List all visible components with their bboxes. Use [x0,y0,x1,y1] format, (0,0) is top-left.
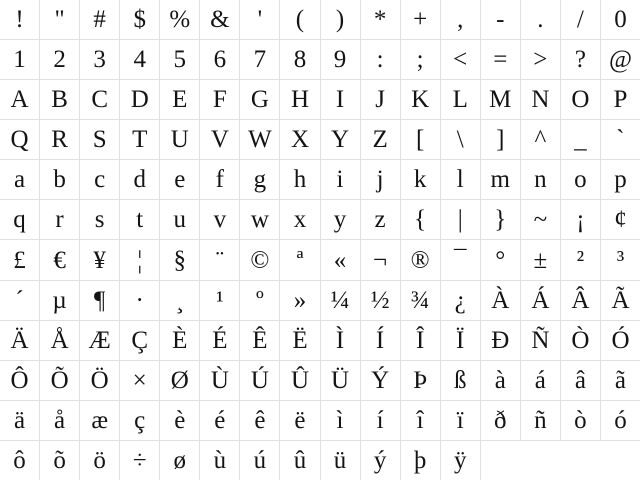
glyph-cell[interactable]: ã [601,361,640,400]
glyph-cell[interactable]: ¹ [200,281,239,320]
glyph-cell[interactable]: À [481,281,520,320]
glyph-cell[interactable]: Î [401,321,440,360]
glyph-cell[interactable]: è [160,401,199,440]
glyph-cell[interactable]: , [441,0,480,39]
glyph-cell[interactable]: Z [361,120,400,159]
glyph-cell[interactable]: n [521,160,560,199]
glyph-cell[interactable]: ´ [0,281,39,320]
glyph-cell[interactable]: á [521,361,560,400]
glyph-cell[interactable]: K [401,80,440,119]
glyph-cell[interactable]: Ò [561,321,600,360]
glyph-cell[interactable]: ù [200,441,239,480]
glyph-cell[interactable]: s [80,200,119,239]
glyph-cell[interactable]: V [200,120,239,159]
glyph-cell[interactable]: â [561,361,600,400]
glyph-cell[interactable]: m [481,160,520,199]
glyph-cell[interactable]: à [481,361,520,400]
glyph-cell[interactable]: Â [561,281,600,320]
glyph-cell[interactable]: a [0,160,39,199]
glyph-cell[interactable]: A [0,80,39,119]
glyph-cell[interactable]: É [200,321,239,360]
glyph-cell[interactable]: 6 [200,40,239,79]
glyph-cell[interactable]: º [240,281,279,320]
glyph-cell[interactable]: õ [40,441,79,480]
glyph-cell[interactable]: D [120,80,159,119]
glyph-cell[interactable]: % [160,0,199,39]
glyph-cell[interactable]: E [160,80,199,119]
glyph-cell[interactable]: U [160,120,199,159]
glyph-cell[interactable]: ô [0,441,39,480]
glyph-cell[interactable]: O [561,80,600,119]
glyph-cell[interactable]: . [521,0,560,39]
glyph-cell[interactable]: T [120,120,159,159]
glyph-cell[interactable]: ¿ [441,281,480,320]
glyph-cell[interactable]: Ï [441,321,480,360]
glyph-cell[interactable]: ò [561,401,600,440]
glyph-cell[interactable]: Ñ [521,321,560,360]
glyph-cell[interactable]: 3 [80,40,119,79]
glyph-cell[interactable]: I [321,80,360,119]
glyph-cell[interactable]: B [40,80,79,119]
glyph-cell[interactable]: é [200,401,239,440]
glyph-cell[interactable]: g [240,160,279,199]
glyph-cell[interactable]: Ð [481,321,520,360]
glyph-cell[interactable]: ¢ [601,200,640,239]
glyph-cell[interactable]: L [441,80,480,119]
glyph-cell[interactable]: = [481,40,520,79]
glyph-cell[interactable]: « [321,240,360,279]
glyph-cell[interactable]: ~ [521,200,560,239]
glyph-cell[interactable]: P [601,80,640,119]
glyph-cell[interactable]: Ë [280,321,319,360]
glyph-cell[interactable]: b [40,160,79,199]
glyph-cell[interactable]: Q [0,120,39,159]
glyph-cell[interactable]: y [321,200,360,239]
glyph-cell[interactable]: Ú [240,361,279,400]
glyph-cell[interactable]: } [481,200,520,239]
glyph-cell[interactable]: î [401,401,440,440]
glyph-cell[interactable]: N [521,80,560,119]
glyph-cell[interactable]: * [361,0,400,39]
glyph-cell[interactable]: Ü [321,361,360,400]
glyph-cell[interactable]: ì [321,401,360,440]
glyph-cell[interactable]: ï [441,401,480,440]
empty-cells-region [481,441,640,480]
glyph-cell[interactable]: ` [601,120,640,159]
glyph-cell[interactable]: & [200,0,239,39]
glyph-cell[interactable]: ö [80,441,119,480]
glyph-cell[interactable]: h [280,160,319,199]
glyph-cell[interactable]: ó [601,401,640,440]
glyph-cell[interactable]: 7 [240,40,279,79]
glyph-cell[interactable]: ' [240,0,279,39]
glyph-cell[interactable]: C [80,80,119,119]
glyph-cell[interactable]: ¾ [401,281,440,320]
glyph-cell[interactable]: r [40,200,79,239]
glyph-cell[interactable]: e [160,160,199,199]
glyph-cell[interactable]: j [361,160,400,199]
glyph-cell[interactable]: p [601,160,640,199]
glyph-cell[interactable]: 0 [601,0,640,39]
glyph-cell[interactable]: Ä [0,321,39,360]
glyph-cell[interactable]: G [240,80,279,119]
glyph-cell[interactable]: § [160,240,199,279]
glyph-cell[interactable]: Ê [240,321,279,360]
glyph-cell[interactable]: v [200,200,239,239]
glyph-cell[interactable]: æ [80,401,119,440]
glyph-cell[interactable]: × [120,361,159,400]
glyph-cell[interactable]: ÿ [441,441,480,480]
glyph-cell[interactable]: Å [40,321,79,360]
glyph-cell[interactable]: f [200,160,239,199]
glyph-cell[interactable]: Ö [80,361,119,400]
glyph-cell[interactable]: # [80,0,119,39]
glyph-cell[interactable]: ! [0,0,39,39]
glyph-cell[interactable]: + [401,0,440,39]
glyph-cell[interactable]: [ [401,120,440,159]
glyph-cell[interactable]: Ø [160,361,199,400]
glyph-cell[interactable]: { [401,200,440,239]
glyph-cell[interactable]: ç [120,401,159,440]
glyph-cell[interactable]: J [361,80,400,119]
glyph-cell[interactable]: ® [401,240,440,279]
glyph-cell[interactable]: û [280,441,319,480]
glyph-cell[interactable]: ÷ [120,441,159,480]
glyph-cell[interactable]: 9 [321,40,360,79]
glyph-cell[interactable]: X [280,120,319,159]
glyph-cell[interactable]: Û [280,361,319,400]
glyph-cell[interactable]: M [481,80,520,119]
glyph-cell[interactable]: H [280,80,319,119]
glyph-cell[interactable]: ú [240,441,279,480]
glyph-cell[interactable]: u [160,200,199,239]
glyph-cell[interactable]: » [280,281,319,320]
glyph-cell[interactable]: \ [441,120,480,159]
glyph-cell[interactable]: 5 [160,40,199,79]
glyph-cell[interactable]: © [240,240,279,279]
glyph-cell[interactable]: Õ [40,361,79,400]
glyph-cell[interactable]: - [481,0,520,39]
glyph-cell[interactable]: Ô [0,361,39,400]
glyph-cell[interactable]: Ó [601,321,640,360]
glyph-cell[interactable]: @ [601,40,640,79]
glyph-cell[interactable]: ¶ [80,281,119,320]
glyph-cell[interactable]: F [200,80,239,119]
glyph-cell[interactable]: ð [481,401,520,440]
glyph-cell[interactable]: z [361,200,400,239]
glyph-cell[interactable]: ¨ [200,240,239,279]
glyph-cell[interactable]: | [441,200,480,239]
glyph-cell[interactable]: ² [561,240,600,279]
glyph-cell[interactable]: ¥ [80,240,119,279]
glyph-cell[interactable]: ý [361,441,400,480]
glyph-cell[interactable]: ; [401,40,440,79]
glyph-cell[interactable]: > [521,40,560,79]
glyph-cell[interactable]: ( [280,0,319,39]
glyph-cell[interactable]: ? [561,40,600,79]
glyph-cell[interactable]: ø [160,441,199,480]
glyph-cell[interactable]: µ [40,281,79,320]
glyph-cell[interactable]: £ [0,240,39,279]
glyph-cell[interactable]: å [40,401,79,440]
glyph-cell[interactable]: ½ [361,281,400,320]
glyph-cell[interactable]: w [240,200,279,239]
glyph-cell[interactable]: o [561,160,600,199]
glyph-cell[interactable]: ³ [601,240,640,279]
glyph-cell[interactable]: t [120,200,159,239]
glyph-cell[interactable]: ê [240,401,279,440]
glyph-cell[interactable]: S [80,120,119,159]
glyph-cell[interactable]: ) [321,0,360,39]
glyph-cell[interactable]: d [120,160,159,199]
glyph-cell[interactable]: ¯ [441,240,480,279]
glyph-cell[interactable]: ü [321,441,360,480]
glyph-cell[interactable]: Ù [200,361,239,400]
glyph-cell[interactable]: ä [0,401,39,440]
glyph-cell[interactable]: l [441,160,480,199]
glyph-cell[interactable]: / [561,0,600,39]
glyph-cell[interactable]: k [401,160,440,199]
glyph-cell[interactable]: 8 [280,40,319,79]
glyph-cell[interactable]: ë [280,401,319,440]
glyph-cell[interactable]: ] [481,120,520,159]
glyph-cell[interactable]: · [120,281,159,320]
glyph-cell[interactable]: W [240,120,279,159]
glyph-cell[interactable]: þ [401,441,440,480]
glyph-cell[interactable]: " [40,0,79,39]
glyph-cell[interactable]: ± [521,240,560,279]
glyph-cell[interactable]: Ã [601,281,640,320]
glyph-cell[interactable]: R [40,120,79,159]
glyph-cell[interactable]: 4 [120,40,159,79]
glyph-cell[interactable]: Y [321,120,360,159]
glyph-cell[interactable]: ß [441,361,480,400]
glyph-cell[interactable]: ¼ [321,281,360,320]
glyph-cell[interactable]: ° [481,240,520,279]
glyph-cell[interactable]: i [321,160,360,199]
glyph-cell[interactable]: Þ [401,361,440,400]
glyph-cell[interactable]: È [160,321,199,360]
glyph-cell[interactable]: c [80,160,119,199]
glyph-cell[interactable]: Ç [120,321,159,360]
glyph-cell[interactable]: ¸ [160,281,199,320]
glyph-cell[interactable]: $ [120,0,159,39]
glyph-cell[interactable]: Ì [321,321,360,360]
glyph-cell[interactable]: ¡ [561,200,600,239]
glyph-cell[interactable]: 2 [40,40,79,79]
glyph-cell[interactable]: < [441,40,480,79]
glyph-cell[interactable]: ª [280,240,319,279]
glyph-cell[interactable]: 1 [0,40,39,79]
glyph-cell[interactable]: Í [361,321,400,360]
glyph-cell[interactable]: ^ [521,120,560,159]
glyph-cell[interactable]: q [0,200,39,239]
glyph-cell[interactable]: Á [521,281,560,320]
glyph-cell[interactable]: ¬ [361,240,400,279]
glyph-cell[interactable]: ¦ [120,240,159,279]
glyph-cell[interactable]: Æ [80,321,119,360]
glyph-cell[interactable]: x [280,200,319,239]
glyph-cell[interactable]: í [361,401,400,440]
glyph-cell[interactable]: : [361,40,400,79]
glyph-cell[interactable]: Ý [361,361,400,400]
glyph-cell[interactable]: € [40,240,79,279]
glyph-cell[interactable]: _ [561,120,600,159]
glyph-cell[interactable]: ñ [521,401,560,440]
